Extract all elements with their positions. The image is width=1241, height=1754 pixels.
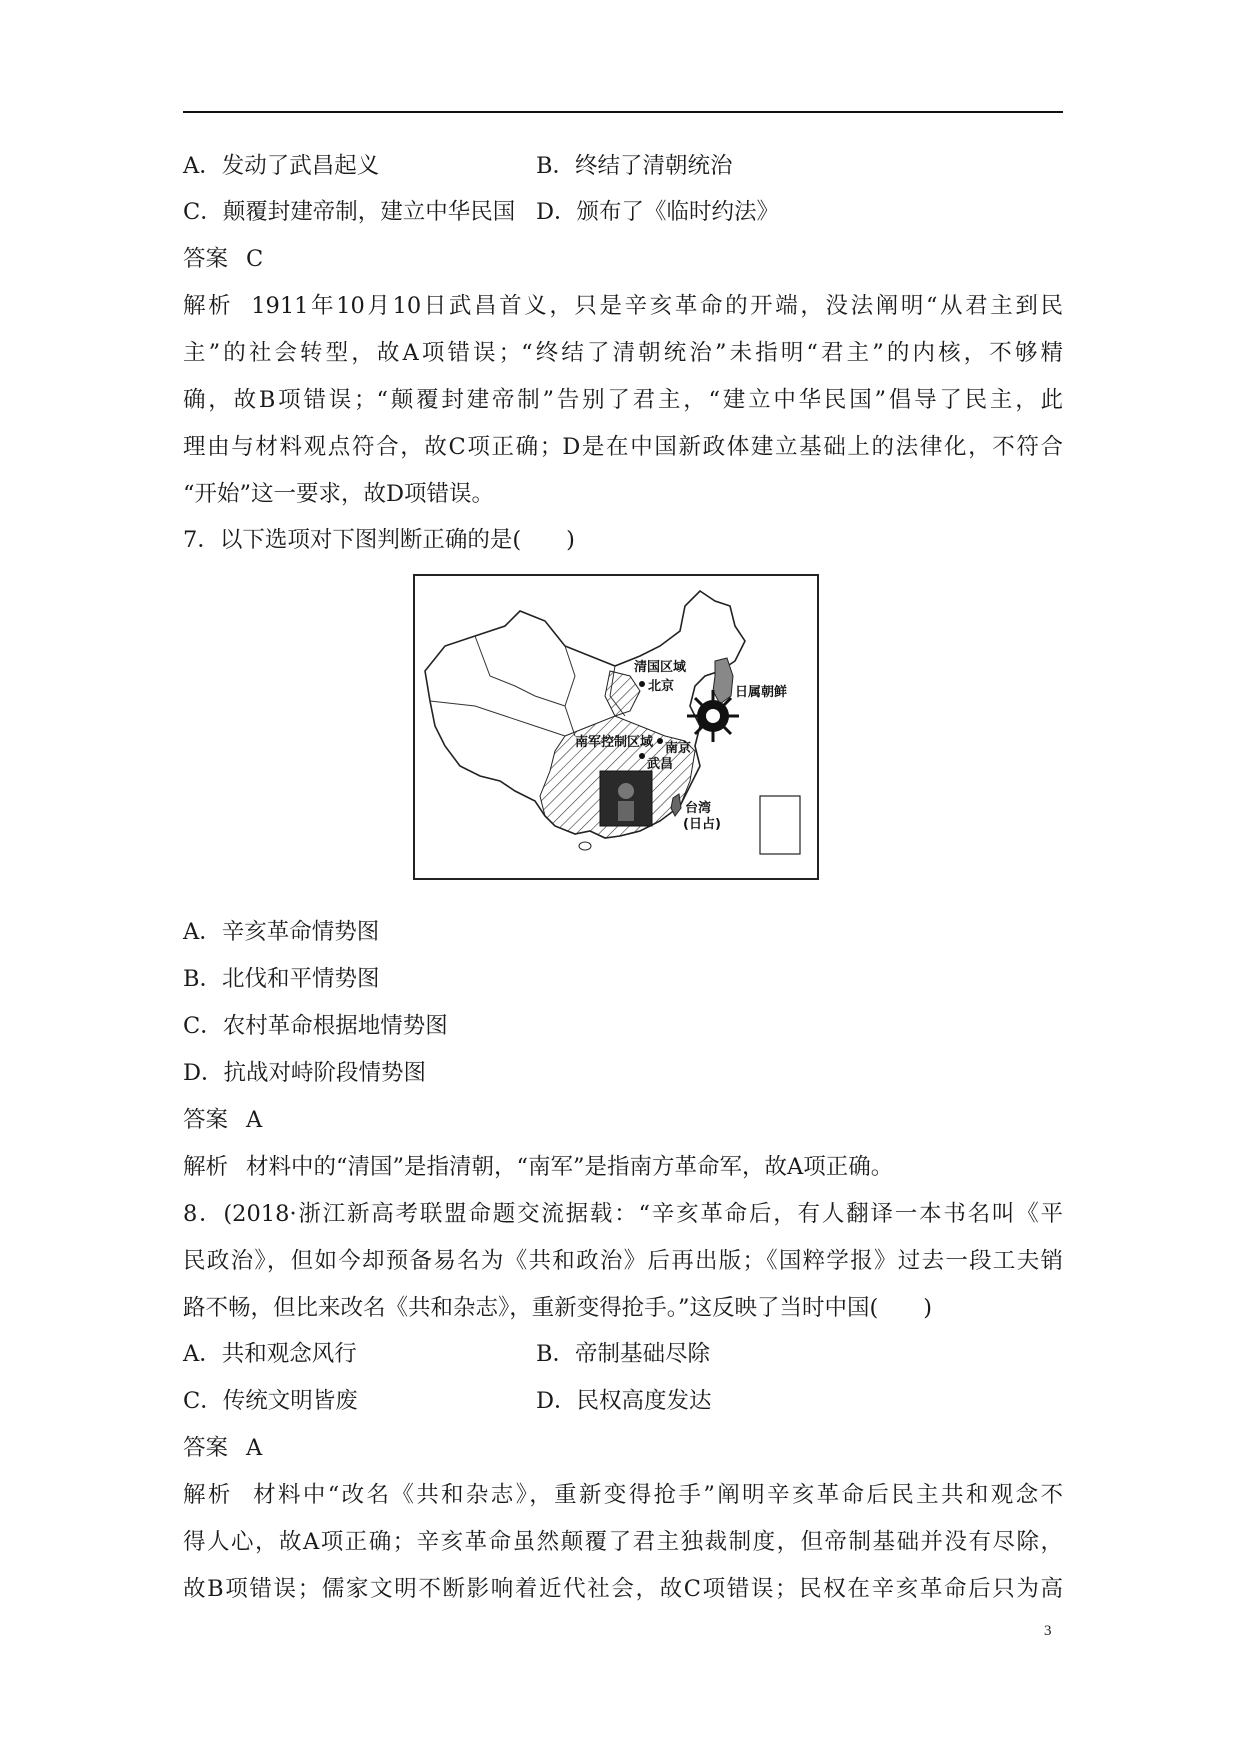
map-label-taiwan: 台湾	[685, 801, 712, 816]
answer-value: A	[246, 1107, 263, 1133]
q6-option-a: A．发动了武昌起义	[183, 153, 380, 179]
q6-analysis-line-5: “开始”这一要求，故D项错误。	[183, 481, 495, 507]
q8-option-a: A．共和观念风行	[183, 1341, 357, 1367]
south-sea-inset	[760, 796, 800, 854]
map-label-south-army: 南军控制区域	[575, 735, 654, 750]
answer-value: A	[246, 1435, 263, 1461]
q7-answer	[183, 1105, 262, 1135]
map-label-qing: 清国区域	[634, 660, 687, 675]
header-rule	[183, 111, 1063, 113]
map-graphic	[415, 576, 817, 878]
q8-stem-line-2: 民政治》，但如今却预备易名为《共和政治》后再出版；《国粹学报》过去一段工夫销	[183, 1248, 1063, 1274]
q6-option-b: B．终结了清朝统治	[536, 153, 733, 179]
q7-option-c: C．农村革命根据地情势图	[183, 1013, 448, 1039]
answer-label: 答案	[183, 246, 229, 272]
map-label-wuchang: 武昌	[647, 757, 674, 772]
q7-option-d: D．抗战对峙阶段情势图	[183, 1060, 427, 1086]
q8-analysis-line-2: 得人心，故A项正确；辛亥革命虽然颠覆了君主独裁制度，但帝制基础并没有尽除，	[183, 1529, 1063, 1555]
q7-analysis	[183, 1152, 893, 1182]
q6-analysis-line-3: 确，故B项错误；“颠覆封建帝制”告别了君主，“建立中华民国”倡导了民主，此	[183, 387, 1063, 413]
q8-option-b: B．帝制基础尽除	[536, 1341, 711, 1367]
q7-option-b: B．北伐和平情势图	[183, 966, 380, 992]
answer-value: C	[246, 246, 264, 272]
q6-answer	[183, 244, 263, 274]
analysis-label: 解析	[183, 1482, 233, 1508]
map-label-korea: 日属朝鲜	[735, 685, 788, 700]
q8-stem-line-3: 路不畅，但比来改名《共和杂志》，重新变得抢手。”这反映了当时中国( )	[183, 1295, 933, 1321]
answer-label: 答案	[183, 1107, 229, 1133]
page-number: 3	[1044, 1623, 1052, 1639]
q8-option-d: D．民权高度发达	[536, 1388, 712, 1414]
map-label-japan-occupied: (日占)	[683, 817, 721, 832]
q6-analysis-line-1	[183, 291, 1063, 321]
q6-analysis-line-2: 主”的社会转型，故A项错误；“终结了清朝统治”未指明“君主”的内核，不够精	[183, 340, 1063, 366]
q7-stem: 7．以下选项对下图判断正确的是( )	[183, 527, 575, 553]
historical-map	[413, 574, 819, 880]
q6-analysis-line-4: 理由与材料观点符合，故C项正确；D是在中国新政体建立基础上的法律化，不符合	[183, 434, 1063, 460]
q7-option-a: A．辛亥革命情势图	[183, 919, 380, 945]
q8-option-c: C．传统文明皆废	[183, 1388, 358, 1414]
answer-label: 答案	[183, 1435, 229, 1461]
analysis-text: 材料中“改名《共和杂志》，重新变得抢手”阐明辛亥革命后民主共和观念不	[250, 1482, 1063, 1508]
analysis-label: 解析	[183, 1154, 229, 1180]
map-label-beijing: 北京	[648, 679, 675, 694]
analysis-text: 材料中的“清国”是指清朝，“南军”是指南方革命军，故A项正确。	[246, 1154, 894, 1180]
map-label-nanjing: 南京	[665, 741, 692, 756]
q6-option-c: C．颠覆封建帝制，建立中华民国	[183, 199, 516, 225]
q8-stem-line-1: 8．(2018·浙江新高考联盟命题交流据载：“辛亥革命后，有人翻译一本书名叫《平	[183, 1201, 1063, 1227]
q8-answer	[183, 1433, 262, 1463]
q6-option-d: D．颁布了《临时约法》	[536, 199, 780, 225]
q8-analysis-line-1	[183, 1480, 1063, 1510]
q8-analysis-line-3: 故B项错误；儒家文明不断影响着近代社会，故C项错误；民权在辛亥革命后只为高	[183, 1576, 1063, 1602]
analysis-text: 1911年10月10日武昌首义，只是辛亥革命的开端，没法阐明“从君主到民	[251, 293, 1063, 319]
analysis-label: 解析	[183, 293, 234, 319]
